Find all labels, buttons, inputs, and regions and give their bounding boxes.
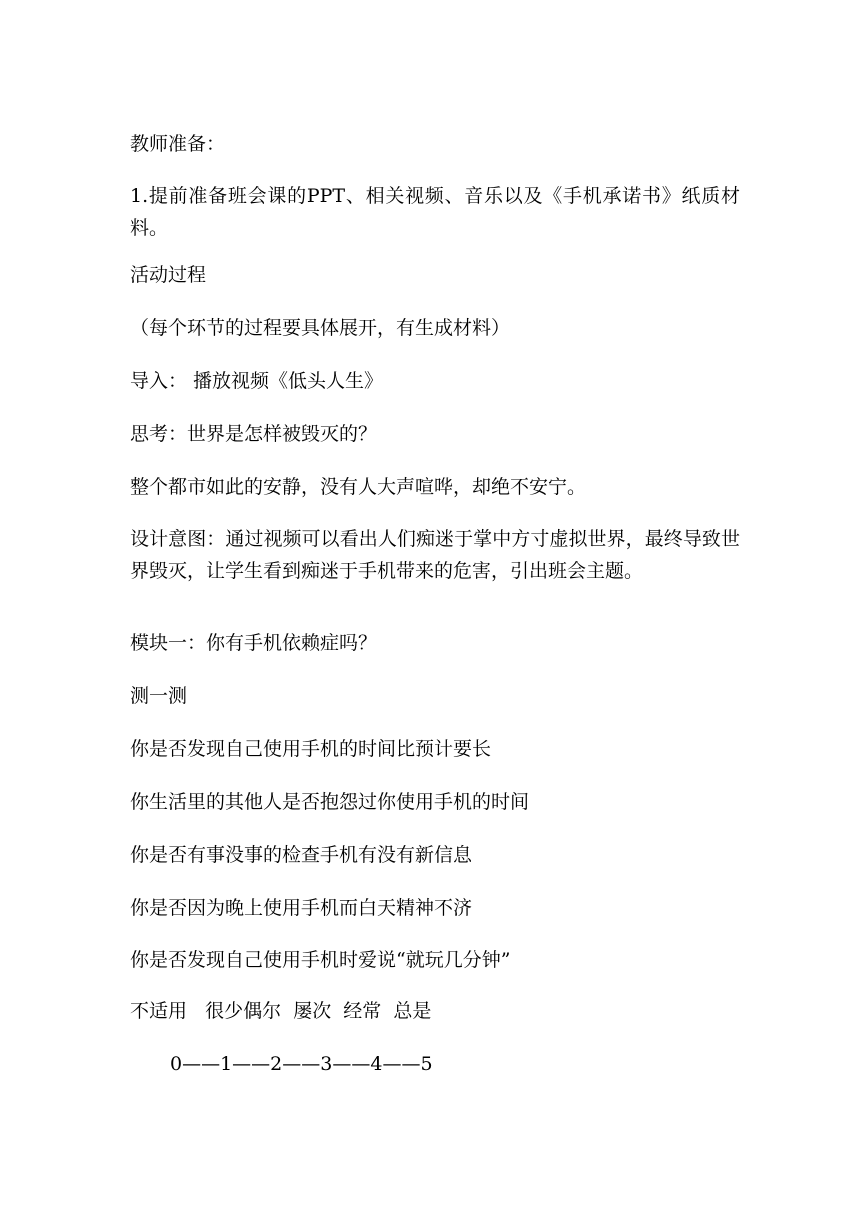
question-item: 你是否发现自己使用手机的时间比预计要长 — [130, 738, 492, 760]
activity-heading: 活动过程 — [130, 264, 207, 286]
quote-paragraph: 整个都市如此的安静，没有人大声喧哗，却绝不安宁。 — [130, 476, 587, 498]
intro-paragraph: 导入： 播放视频《低头人生》 — [130, 370, 384, 392]
think-paragraph: 思考：世界是怎样被毁灭的？ — [130, 423, 378, 445]
question-item: 你是否因为晚上使用手机而白天精神不济 — [130, 897, 473, 919]
scale-labels: 不适用 很少偶尔 屡次 经常 总是 — [130, 1000, 432, 1022]
question-item: 你生活里的其他人是否抱怨过你使用手机的时间 — [130, 791, 530, 813]
teacher-prep-heading: 教师准备： — [130, 133, 226, 155]
module1-heading: 模块一：你有手机依赖症吗？ — [130, 632, 378, 654]
test-heading: 测一测 — [130, 685, 188, 707]
scale-numbers: 0——1——2——3——4——5 — [170, 1053, 433, 1075]
design-intent-paragraph: 设计意图：通过视频可以看出人们痴迷于掌中方寸虚拟世界，最终导致世界毁灭，让学生看到痴迷于手机带来的危害，引出班会主题。 — [130, 528, 740, 582]
question-item: 你是否有事没事的检查手机有没有新信息 — [130, 844, 473, 866]
activity-note: （每个环节的过程要具体展开，有生成材料） — [130, 317, 511, 339]
question-item: 你是否发现自己使用手机时爱说“就玩几分钟” — [130, 949, 511, 971]
teacher-prep-item: 1.提前准备班会课的PPT、相关视频、音乐以及《手机承诺书》纸质材料。 — [130, 185, 740, 239]
